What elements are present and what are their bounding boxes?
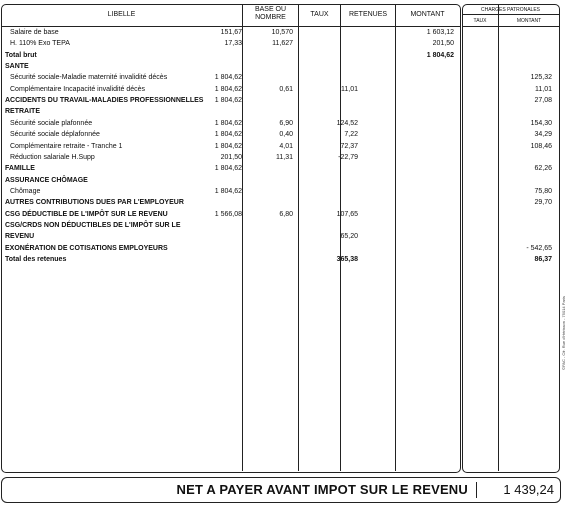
row-label: REVENU <box>5 233 35 241</box>
row-base: 1 804,62 <box>214 74 242 82</box>
header-cp-taux: TAUX <box>473 18 487 24</box>
row-label: Réduction salariale H.Supp <box>10 153 95 161</box>
row-taux: 4,01 <box>279 142 293 150</box>
header-cp-montant: MONTANT <box>516 18 542 24</box>
header-libelle: LIBELLE <box>107 11 136 18</box>
row-label: Chômage <box>10 187 41 195</box>
table-row <box>0 231 560 242</box>
row-label: FAMILLE <box>5 165 35 173</box>
row-label: ACCIDENTS DU TRAVAIL-MALADIES PROFESSIONNELLES <box>5 97 204 105</box>
row-label: Salaire de base <box>10 29 59 36</box>
table-row <box>0 129 560 140</box>
row-cp-montant: 27,08 <box>534 97 552 105</box>
row-montant: 1 603,12 <box>426 29 454 36</box>
row-cp-montant: 75,80 <box>534 187 552 195</box>
row-base: 1 804,62 <box>214 97 242 105</box>
row-label: Complémentaire retraite - Tranche 1 <box>10 142 123 150</box>
net-pay-separator <box>476 482 477 498</box>
table-row <box>0 72 560 83</box>
row-retenues: 365,38 <box>336 256 358 263</box>
table-row <box>0 84 560 95</box>
row-taux: 6,90 <box>279 119 293 127</box>
row-label: AUTRES CONTRIBUTIONS DUES PAR L'EMPLOYEUR <box>5 199 184 207</box>
table-row <box>0 220 560 231</box>
row-label: EXONÉRATION DE COTISATIONS EMPLOYEURS <box>5 244 168 252</box>
row-label: SANTE <box>5 63 29 71</box>
row-label: ASSURANCE CHÔMAGE <box>5 176 88 184</box>
row-label: Sécurité sociale-Maladie maternité invalidité décès <box>10 74 168 82</box>
row-base: 1 804,62 <box>214 119 242 127</box>
row-retenues: 11,01 <box>341 85 358 93</box>
row-cp-montant: 86,37 <box>534 256 552 263</box>
row-label: H. 110% Exo TEPA <box>10 40 70 48</box>
cp-header-split <box>462 14 559 15</box>
table-row <box>0 152 560 163</box>
row-label: Total brut <box>5 51 37 59</box>
row-retenues: 72,37 <box>340 142 358 150</box>
row-base: 201,50 <box>220 153 242 161</box>
row-montant: 1 804,62 <box>426 51 454 59</box>
header-retenues: RETENUES <box>348 11 388 18</box>
table-row <box>0 243 560 254</box>
row-taux: 0,61 <box>279 85 293 93</box>
row-label: CSG DÉDUCTIBLE DE L'IMPÔT SUR LE REVENU <box>5 210 168 218</box>
side-imprint: ©PAC - Cfr. Rue d'Hérisson - 75014 Paris <box>561 296 566 370</box>
table-row <box>0 175 560 186</box>
row-cp-montant: 34,29 <box>534 131 552 139</box>
net-pay-label: NET A PAYER AVANT IMPOT SUR LE REVENU <box>176 482 468 497</box>
row-taux: 11,31 <box>276 153 293 161</box>
row-retenues: 7,22 <box>344 131 358 139</box>
table-row <box>0 106 560 117</box>
row-label: Sécurité sociale plafonnée <box>10 119 93 127</box>
row-cp-montant: 154,30 <box>530 119 552 127</box>
table-row <box>0 163 560 174</box>
row-label: Total des retenues <box>5 256 67 263</box>
row-retenues: 107,65 <box>336 210 358 218</box>
row-taux: 11,627 <box>272 40 293 48</box>
net-pay-box <box>1 477 561 503</box>
row-label: CSG/CRDS NON DÉDUCTIBLES DE L'IMPÔT SUR LE <box>5 221 181 229</box>
row-taux: 10,570 <box>271 29 293 36</box>
row-taux: 6,80 <box>279 210 293 218</box>
table-row <box>0 254 560 265</box>
row-base: 1 566,08 <box>214 210 242 218</box>
table-row <box>0 118 560 129</box>
row-cp-montant: 11,01 <box>535 85 552 93</box>
row-retenues: 65,20 <box>340 233 358 241</box>
row-base: 1 804,62 <box>214 131 242 139</box>
row-retenues: -22,79 <box>338 153 358 161</box>
header-base: BASE OU NOMBRE <box>254 6 287 21</box>
row-label: Complémentaire Incapacité invalidité décès <box>10 85 146 93</box>
table-row <box>0 209 560 220</box>
row-base: 17,33 <box>224 40 242 48</box>
table-row <box>0 141 560 152</box>
table-row <box>0 95 560 106</box>
row-base: 1 804,62 <box>214 142 242 150</box>
net-pay-value: 1 439,24 <box>503 482 554 497</box>
row-cp-montant: 62,26 <box>534 165 552 173</box>
table-row <box>0 61 560 72</box>
row-base: 151,67 <box>220 29 242 36</box>
row-cp-montant: - 542,65 <box>526 244 552 252</box>
row-cp-montant: 125,32 <box>530 74 552 82</box>
row-label: RETRAITE <box>5 108 40 116</box>
header-charges-patronales: CHARGES PATRONALES <box>481 7 540 13</box>
table-row <box>0 27 560 38</box>
row-montant: 201,50 <box>432 40 454 48</box>
table-row <box>0 197 560 208</box>
row-base: 1 804,62 <box>214 165 242 173</box>
row-retenues: 124,52 <box>336 119 358 127</box>
row-base: 1 804,62 <box>214 85 242 93</box>
table-row <box>0 38 560 49</box>
header-montant: MONTANT <box>410 11 445 18</box>
row-label: Sécurité sociale déplafonnée <box>10 131 100 139</box>
row-base: 1 804,62 <box>214 187 242 195</box>
header-taux: TAUX <box>310 11 329 18</box>
table-row <box>0 186 560 197</box>
row-cp-montant: 108,46 <box>530 142 552 150</box>
row-taux: 0,40 <box>279 131 293 139</box>
table-row <box>0 50 560 61</box>
row-cp-montant: 29,70 <box>534 199 552 207</box>
